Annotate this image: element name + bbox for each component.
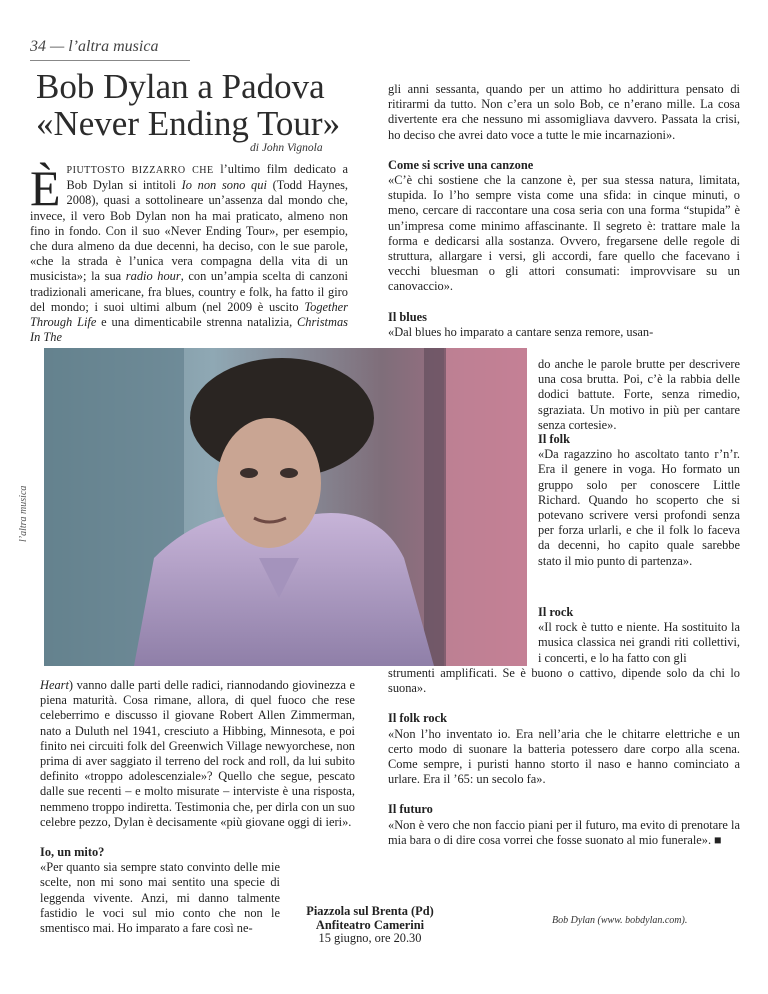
right-column-bottom <box>388 666 740 848</box>
section-title-folkrock: Il folk rock <box>388 711 447 726</box>
section-text-rock: «Il rock è tutto e niente. Ha sostituito la musica classica nei grandi riti collettivi, i concerti, e lo ha fatto con gli <box>538 620 740 665</box>
drop-cap: È <box>30 160 61 216</box>
photo-caption: Bob Dylan (www. bobdylan.com). <box>552 915 688 926</box>
section-text-futuro: «Non è vero che non faccio piani per il futuro, ma evito di prenotare la mia bara o di dire cosa vorrei che fosse suonato al mio funerale». ■ <box>388 817 740 847</box>
right-column-top <box>388 82 740 340</box>
section-text-blues-line1: «Dal blues ho imparato a cantare senza remore, usan- <box>388 324 654 339</box>
lead-text-1: l’ultimo film dedicato a Bob Dylan si intitoli <box>66 162 348 193</box>
blues-continued <box>538 357 740 433</box>
lead-text-2: (Todd Haynes, 2008), quasi a sottolineare un’assenza dal mondo che, invece, il vero Bob Dylan non ha mai praticato, almeno non fino in fondo. Con il suo «Never Ending Tour», per esempio, che dura almeno da due decenni, ha deciso, con le sue parole, «che la strada è l’unica vera compagna della vita di un musicista»; la sua <box>30 178 348 284</box>
photo-illustration <box>44 348 527 666</box>
lead-paragraph <box>30 162 348 345</box>
title-line-1: Bob Dylan a Padova <box>36 67 325 106</box>
album-title-2: Christmas In The <box>30 315 348 345</box>
lead-smallcaps: PIUTTOSTO BIZZARRO CHE <box>66 165 214 176</box>
section-text-folk: «Da ragazzino ho ascoltato tanto r’n’r. Era il genere in voga. Ho formato un gruppo solo per conoscere Little Richard. Quando ho scoperto che si potevano scrivere versi profondi senza per forza urlarli, e che il folk lo faceva da decenni, ho capito quale sarebbe stato il mio punto di partenza». <box>538 447 740 568</box>
section-text-rock-cont: strumenti amplificati. Se è buono o cattivo, dipende solo da chi lo suona». <box>388 666 740 696</box>
album-title-2-cont: Heart <box>40 678 69 692</box>
section-text-mito: «Per quanto sia sempre stato convinto delle mie scelte, non mi sono mai sentito una specie di leggenda vivente. Anzi, mi danno talmente fastidio le voci sul mio conto che non le smentisco mai. Ho imparato a fare così ne- <box>40 860 280 936</box>
byline: di John Vignola <box>250 142 323 154</box>
lead-continued <box>40 678 355 830</box>
side-label: l’altra musica <box>18 485 29 542</box>
article-title <box>36 68 376 142</box>
section-title-futuro: Il futuro <box>388 802 433 817</box>
section-title-folk: Il folk <box>538 432 571 446</box>
venue-info <box>300 905 440 946</box>
section-title-canzone: Come si scrive una canzone <box>388 157 534 172</box>
section-mito <box>40 845 280 936</box>
title-line-2: «Never Ending Tour» <box>36 104 341 143</box>
lead-text-4: e una dimenticabile strenna natalizia, <box>96 315 298 330</box>
film-title: Io non sono qui <box>181 178 267 193</box>
header-rule <box>30 60 190 61</box>
album-title-1: Together Through Life <box>30 299 348 330</box>
section-text-blues: do anche le parole brutte per descrivere una cosa brutta. Poi, c’è la rabbia delle dodici battute. Forte, senza rimedio, sgraziata. Un motivo in più per cantare senza cortesie». <box>538 357 740 432</box>
venue-line-2: Anfiteatro Camerini <box>315 917 425 932</box>
page-header: 34 — l’altra musica <box>30 38 159 55</box>
dylan-photo <box>44 348 527 666</box>
section-title-mito: Io, un mito? <box>40 845 105 859</box>
section-text-canzone: «C’è chi sostiene che la canzone è, per sua stessa natura, limitata, stupida. Io l’ho sempre vista come una sfida: in cinque minuti, o meno, cercare di raccontare una cosa seria con una forma “stupida” è un’impresa come minimo affascinante. Il segreto è: trattare male la forma e dedicarsi alla sostanza. Ovvero, fregarsene delle regole di struttura, allargare i versi, gli accordi, fare quello che facevano i vecchi bluesman o gli attori consumati: improvvisare su un canovaccio». <box>388 173 740 294</box>
section-folk <box>538 432 740 569</box>
section-rock <box>538 605 740 666</box>
lead-text-3: , con un’ampia scelta di canzoni tradizionali americane, fra blues, country e folk, ha fatto il giro del mondo; i suoi ultimi album (nel 2009 è uscito <box>30 269 348 314</box>
lead-continued-text: ) vanno dalle parti delle radici, riannodando giovinezza e piena maturità. Cosa rimane, allora, di quel fuoco che rese celeberrimo e discusso il giovane Robert Allen Zimmerman, nato a Duluth nel 1941, cresciuto a Hibbing, Minnesota, e poi finito nei circuiti folk del Greenwich Village newyorchese, non prima di aver saggiato il terreno del rock and roll, da lui subito definito «troppo adolescenziale»? Quello che segue, pescato dalle sue recenti – e molto misurate – interviste è una risposta, nemmeno troppo indiretta. Testimonia che, per dirla con un suo celebre pezzo, Dylan è decisamente «più giovane oggi di ieri». <box>40 678 355 829</box>
radio-hour: radio hour <box>125 269 181 284</box>
section-title-blues: Il blues <box>388 309 427 324</box>
intro-continued: gli anni sessanta, quando per un attimo ho addirittura pensato di ritirarmi da tutto. Non c’era un solo Bob, ce n’erano mille. La cosa divertente era che nessuno mi assomigliava davvero. Passata la crisi, ho deciso che avrei dato voce a tutte le mie incarnazioni». <box>388 82 740 142</box>
venue-line-1: Piazzola sul Brenta (Pd) <box>306 904 434 918</box>
section-text-folkrock: «Non l’ho inventato io. Era nell’aria che le chitarre elettriche e un certo modo di suonare la batteria potessero dare corpo alla scena. Come sempre, i puristi hanno storto il naso e hanno cominciato a urlare. Era il ’65: un secolo fa». <box>388 726 740 787</box>
venue-date: 15 giugno, ore 20.30 <box>318 931 422 945</box>
section-title-rock: Il rock <box>538 605 574 619</box>
